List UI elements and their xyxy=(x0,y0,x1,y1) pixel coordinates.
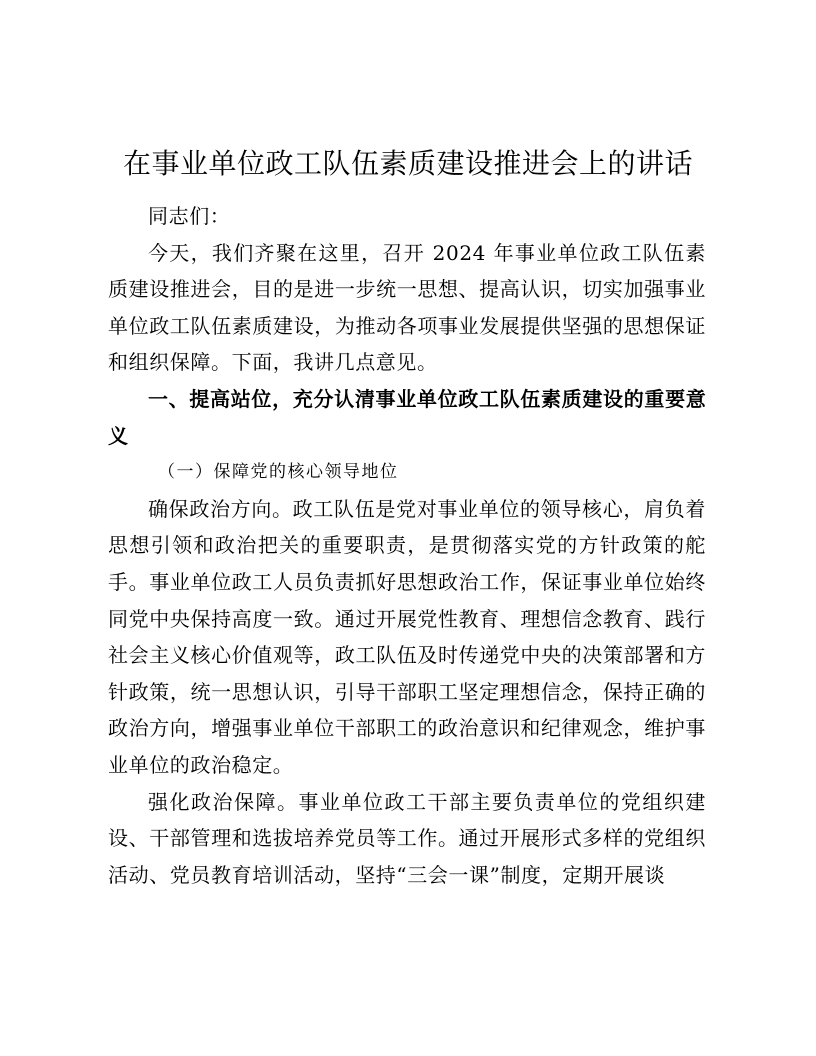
body-paragraph-political-direction: 确保政治方向。政工队伍是党对事业单位的领导核心，肩负着思想引领和政治把关的重要职责，是贯彻落实党的方针政策的舵手。事业单位政工人员负责抓好思想政治工作，保证事业单位始终同党中央保持高度一致。通过开展党性教育、理想信念教育、践行社会主义核心价值观等，政工队伍及时传递党中央的决策部署和方针政策，统一思想认识，引导干部职工坚定理想信念，保持正确的政治方向，增强事业单位干部职工的政治意识和纪律观念，维护事业单位的政治稳定。 xyxy=(108,496,706,777)
section-heading: 一、提高站位，充分认清事业单位政工队伍素质建设的重要意义 xyxy=(108,386,706,448)
greeting: 同志们： xyxy=(148,204,231,228)
document-title: 在事业单位政工队伍素质建设推进会上的讲话 xyxy=(122,147,693,180)
intro-paragraph: 今天，我们齐聚在这里，召开 2024 年事业单位政工队伍素质建设推进会，目的是进一步统一思想、提高认识，切实加强事业单位政工队伍素质建设，为推动各项事业发展提供坚强的思想保证和组织保障。下面，我讲几点意见。 xyxy=(108,240,706,375)
document-body xyxy=(108,198,706,893)
subsection-heading: （一）保障党的核心领导地位 xyxy=(158,462,399,483)
body-paragraph-political-guarantee: 强化政治保障。事业单位政工干部主要负责单位的党组织建设、干部管理和选拔培养党员等工作。通过开展形式多样的党组织活动、党员教育培训活动，坚持“三会一课”制度，定期开展谈 xyxy=(108,789,706,887)
